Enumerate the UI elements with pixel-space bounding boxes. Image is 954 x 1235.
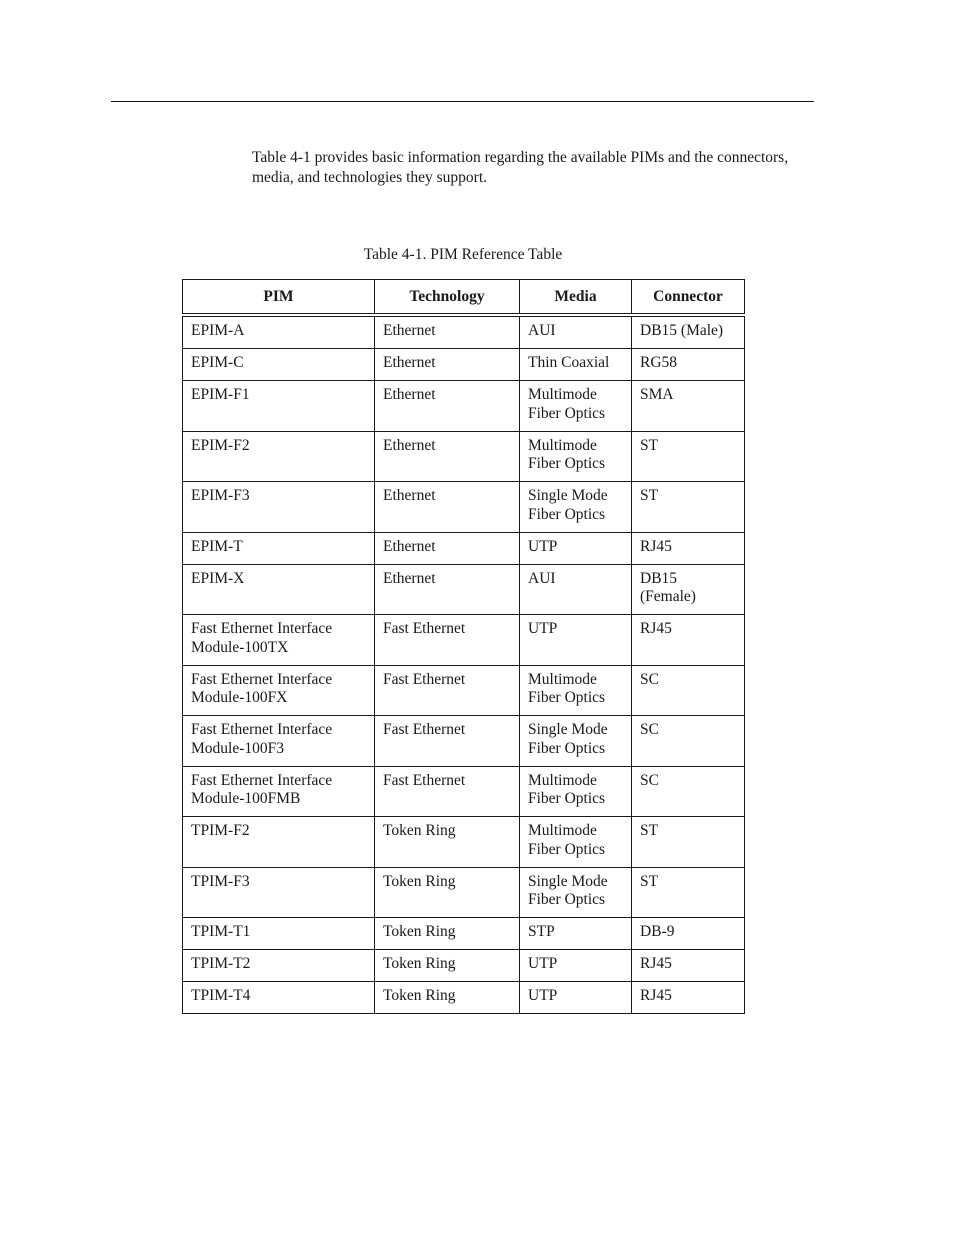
cell-pim: TPIM-T4 [183, 982, 375, 1014]
cell-technology: Token Ring [375, 950, 520, 982]
cell-technology: Token Ring [375, 918, 520, 950]
cell-media: UTP [520, 982, 632, 1014]
cell-technology: Ethernet [375, 315, 520, 349]
cell-pim: EPIM-A [183, 315, 375, 349]
cell-connector: DB-9 [632, 918, 745, 950]
cell-connector: RJ45 [632, 950, 745, 982]
cell-connector: RG58 [632, 349, 745, 381]
table-row [183, 615, 745, 666]
cell-technology: Ethernet [375, 564, 520, 615]
cell-technology: Token Ring [375, 982, 520, 1014]
cell-connector: ST [632, 867, 745, 918]
cell-connector: DB15 (Female) [632, 564, 745, 615]
cell-media: Single Mode Fiber Optics [520, 716, 632, 767]
cell-pim: TPIM-F3 [183, 867, 375, 918]
cell-pim: EPIM-F3 [183, 482, 375, 533]
table-row [183, 716, 745, 767]
table-row [183, 665, 745, 716]
cell-pim: EPIM-X [183, 564, 375, 615]
cell-pim: Fast Ethernet Interface Module-100FMB [183, 766, 375, 817]
cell-media: Single Mode Fiber Optics [520, 482, 632, 533]
cell-media: Multimode Fiber Optics [520, 766, 632, 817]
table-row [183, 982, 745, 1014]
cell-media: UTP [520, 950, 632, 982]
cell-connector: SC [632, 716, 745, 767]
column-header-technology: Technology [375, 280, 520, 316]
table-row [183, 950, 745, 982]
cell-media: Multimode Fiber Optics [520, 665, 632, 716]
cell-connector: ST [632, 482, 745, 533]
table-row [183, 482, 745, 533]
cell-pim: TPIM-T2 [183, 950, 375, 982]
cell-media: UTP [520, 532, 632, 564]
cell-pim: EPIM-F1 [183, 381, 375, 432]
header-rule [111, 101, 814, 102]
cell-media: AUI [520, 315, 632, 349]
cell-pim: EPIM-C [183, 349, 375, 381]
cell-connector: RJ45 [632, 615, 745, 666]
column-header-media: Media [520, 280, 632, 316]
cell-media: Single Mode Fiber Optics [520, 867, 632, 918]
pim-reference-table [182, 279, 745, 1014]
cell-media: Multimode Fiber Optics [520, 431, 632, 482]
cell-connector: SC [632, 665, 745, 716]
table-row [183, 431, 745, 482]
cell-technology: Token Ring [375, 817, 520, 868]
cell-technology: Ethernet [375, 349, 520, 381]
cell-pim: Fast Ethernet Interface Module-100F3 [183, 716, 375, 767]
cell-pim: TPIM-F2 [183, 817, 375, 868]
cell-media: AUI [520, 564, 632, 615]
cell-technology: Fast Ethernet [375, 766, 520, 817]
cell-technology: Fast Ethernet [375, 615, 520, 666]
table-header-row [183, 280, 745, 316]
cell-connector: SMA [632, 381, 745, 432]
column-header-connector: Connector [632, 280, 745, 316]
cell-technology: Fast Ethernet [375, 716, 520, 767]
cell-pim: EPIM-F2 [183, 431, 375, 482]
table-row [183, 381, 745, 432]
cell-connector: SC [632, 766, 745, 817]
cell-pim: Fast Ethernet Interface Module-100FX [183, 665, 375, 716]
cell-technology: Ethernet [375, 532, 520, 564]
intro-paragraph: Table 4-1 provides basic information regarding the available PIMs and the connectors, media, and technologies they support. [252, 149, 789, 186]
cell-connector: ST [632, 817, 745, 868]
cell-media: Multimode Fiber Optics [520, 817, 632, 868]
cell-technology: Ethernet [375, 381, 520, 432]
cell-media: Thin Coaxial [520, 349, 632, 381]
table-row [183, 315, 745, 349]
cell-connector: ST [632, 431, 745, 482]
table-row [183, 817, 745, 868]
table-row [183, 564, 745, 615]
table-row [183, 867, 745, 918]
cell-connector: DB15 (Male) [632, 315, 745, 349]
cell-connector: RJ45 [632, 532, 745, 564]
table-caption: Table 4-1. PIM Reference Table [363, 246, 563, 263]
cell-technology: Fast Ethernet [375, 665, 520, 716]
cell-connector: RJ45 [632, 982, 745, 1014]
cell-technology: Ethernet [375, 482, 520, 533]
cell-media: UTP [520, 615, 632, 666]
cell-pim: Fast Ethernet Interface Module-100TX [183, 615, 375, 666]
cell-technology: Ethernet [375, 431, 520, 482]
cell-media: STP [520, 918, 632, 950]
table-row [183, 918, 745, 950]
cell-pim: EPIM-T [183, 532, 375, 564]
cell-technology: Token Ring [375, 867, 520, 918]
table-row [183, 532, 745, 564]
cell-media: Multimode Fiber Optics [520, 381, 632, 432]
column-header-pim: PIM [183, 280, 375, 316]
table-row [183, 766, 745, 817]
cell-pim: TPIM-T1 [183, 918, 375, 950]
table-row [183, 349, 745, 381]
